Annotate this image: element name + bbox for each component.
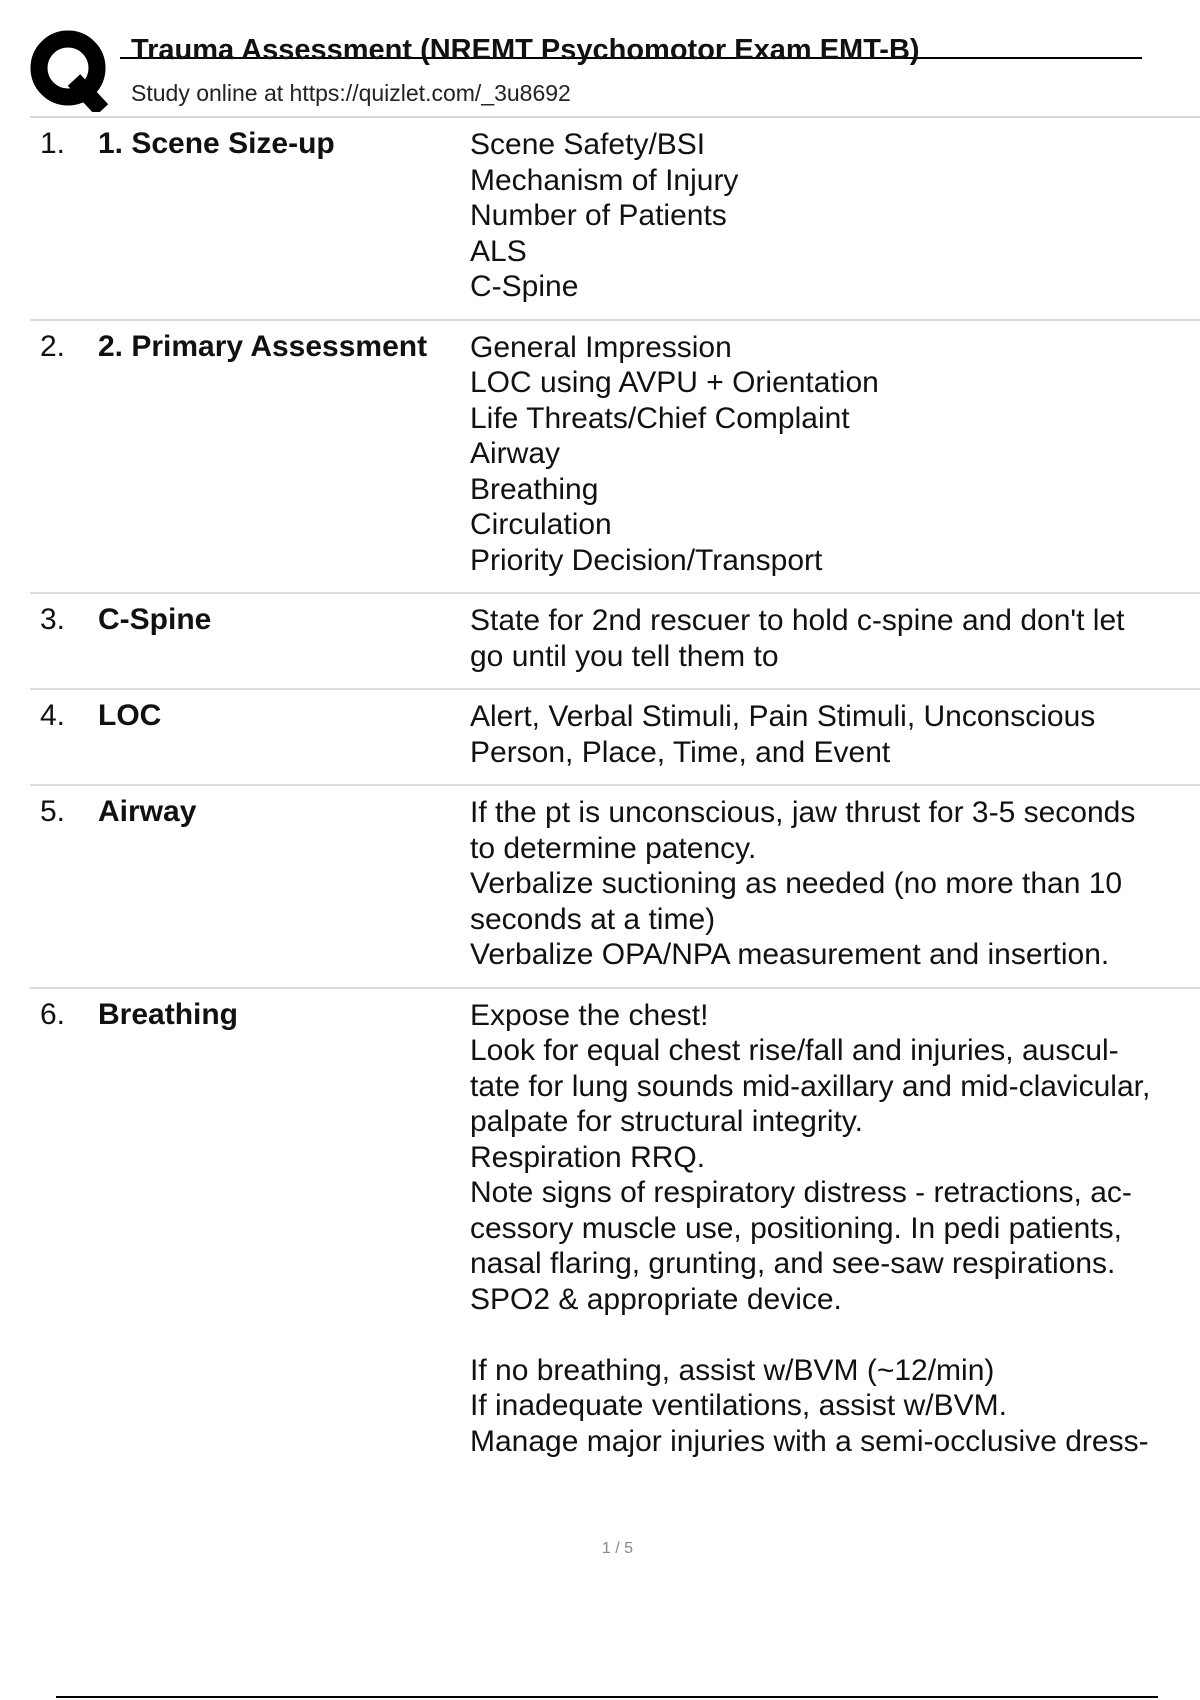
card-number: 5. [40, 795, 66, 828]
card-number: 4. [40, 699, 66, 732]
card-term: C-Spine [98, 603, 212, 636]
card-definition: General Impression LOC using AVPU + Orientation Life Threats/Chief Complaint Airway Breathing Circulation Priority Decision/Transport [470, 330, 879, 577]
document-header [0, 0, 1200, 118]
flashcard-row [30, 786, 1200, 989]
card-definition: Expose the chest! Look for equal chest rise/fall and injuries, auscul- tate for lung sounds mid-axillary and mid-clavicular, palpate for structural integrity. Respiration RRQ. Note signs of respiratory distress - retractions, ac- cessory muscle use, positioning. In pedi patients, nasal flaring, grunting, and see-saw respirations. SPO2 & appropriate device. If no breathing, assist w/BVM (~12/min) If inadequate ventilations, assist w/BVM. Manage major injuries with a semi-occlusive dress- [470, 998, 1151, 1458]
footer-rule [56, 1696, 1158, 1698]
page-number: 1 / 5 [601, 1540, 634, 1557]
card-number: 2. [40, 329, 66, 363]
card-number: 6. [40, 997, 66, 1031]
flashcard-row [30, 118, 1200, 321]
quizlet-logo-icon [30, 30, 112, 112]
card-definition: State for 2nd rescuer to hold c-spine and don't let go until you tell them to [470, 604, 1125, 673]
flashcard-row [30, 690, 1200, 786]
card-term: LOC [98, 699, 162, 732]
flashcard-row [30, 321, 1200, 595]
card-term: Airway [98, 795, 197, 828]
flashcard-row [30, 594, 1200, 690]
card-number: 1. [40, 127, 66, 160]
card-definition: Scene Safety/BSI Mechanism of Injury Number of Patients ALS C-Spine [470, 128, 739, 303]
card-term: Breathing [98, 997, 239, 1031]
flashcard-list [30, 118, 1200, 1473]
card-definition: Alert, Verbal Stimuli, Pain Stimuli, Unconscious Person, Place, Time, and Event [470, 700, 1096, 769]
card-definition: If the pt is unconscious, jaw thrust for 3-5 seconds to determine patency. Verbalize suctioning as needed (no more than 10 seconds at a time) Verbalize OPA/NPA measurement and insertion. [470, 796, 1136, 971]
card-number: 3. [40, 603, 66, 636]
card-term: 1. Scene Size-up [98, 127, 335, 160]
document-title: Trauma Assessment (NREMT Psychomotor Exam EMT-B) [131, 34, 920, 66]
card-term: 2. Primary Assessment [98, 329, 428, 363]
flashcard-row [30, 989, 1200, 1474]
study-online-link[interactable]: Study online at https://quizlet.com/_3u8692 [131, 80, 571, 106]
